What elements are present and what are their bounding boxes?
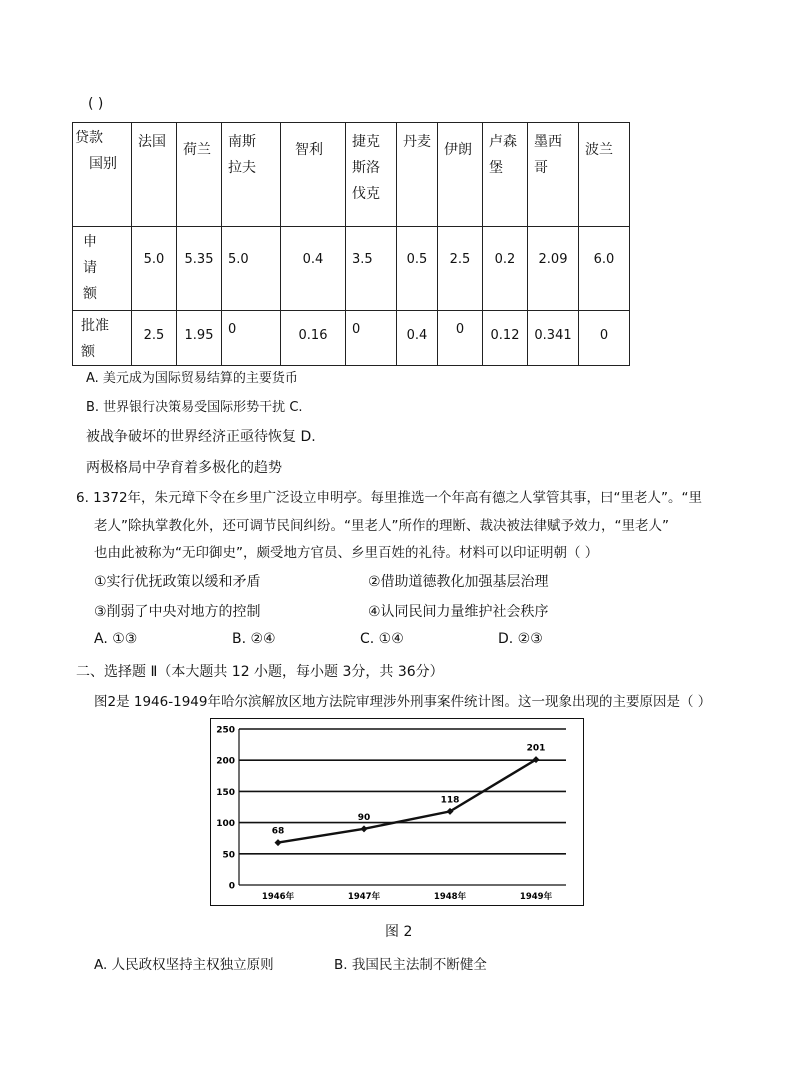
x-tick-label: 1946年	[261, 892, 295, 902]
q5-option-line2: B. 世界银行决策易受国际形势干扰 C.	[86, 400, 303, 415]
country-name: 南斯	[228, 134, 256, 150]
country-name: 哥	[534, 160, 548, 176]
value-cell: 5.35	[177, 227, 222, 311]
row-label: 申	[83, 234, 97, 250]
section2-heading: 二、选择题 Ⅱ（本大题共 12 小题，每小题 3分，共 36分）	[76, 664, 444, 680]
country-name: 斯洛	[352, 160, 380, 176]
section2-option-b: B. 我国民主法制不断健全	[334, 957, 487, 973]
q6-option-b: B. ②④	[232, 631, 276, 647]
value-cell: 2.5	[438, 227, 483, 311]
figure-caption: 图 2	[385, 924, 413, 940]
q6-stem-line2: 老人”除执掌教化外，还可调节民间纠纷。“里老人”所作的理断、裁决被法律赋予效力，“里老人”	[94, 518, 669, 534]
q6-stem-line3: 也由此被称为“无印御史”，颇受地方官员、乡里百姓的礼待。材料可以印证明朝（ ）	[94, 545, 599, 561]
question-bracket: ( )	[88, 96, 104, 112]
table-row-approved	[73, 311, 630, 366]
q6-option-c: C. ①④	[360, 631, 404, 647]
value-cell: 0.2	[483, 227, 528, 311]
value-cell: 2.09	[528, 227, 579, 311]
y-tick-label: 100	[216, 819, 235, 830]
data-point	[275, 839, 282, 846]
section2-question: 图2是 1946-1949年哈尔滨解放区地方法院审理涉外刑事案件统计图。这一现象出现的主要原因是（ ）	[94, 694, 712, 710]
q5-option-line4: 两极格局中孕育着多极化的趋势	[86, 460, 282, 476]
country-cell	[528, 123, 579, 227]
value-cell: 0.16	[281, 311, 346, 366]
country-name: 堡	[489, 160, 503, 176]
header-corner-line1: 贷款	[75, 130, 103, 146]
country-cell	[222, 123, 281, 227]
value-cell: 0	[346, 311, 397, 366]
y-tick-label: 250	[216, 725, 235, 736]
country-cell	[579, 123, 630, 227]
country-name: 波兰	[585, 142, 613, 158]
country-name: 法国	[138, 134, 166, 150]
country-cell	[132, 123, 177, 227]
country-name: 墨西	[534, 134, 562, 150]
q6-option-d: D. ②③	[498, 631, 543, 647]
q5-option-line1: A. 美元成为国际贸易结算的主要货币	[86, 371, 298, 386]
y-tick-label: 50	[222, 850, 235, 861]
q6-option-a: A. ①③	[94, 631, 138, 647]
country-name: 智利	[295, 142, 323, 158]
y-tick-label: 0	[228, 881, 235, 892]
y-tick-label: 150	[216, 787, 235, 798]
value-cell: 0	[438, 311, 483, 366]
chart-canvas	[211, 719, 583, 905]
section2-option-a: A. 人民政权坚持主权独立原则	[94, 957, 274, 973]
q6-stem-line1: 6. 1372年，朱元璋下令在乡里广泛设立申明亭。每里推选一个年高有德之人掌管其事，曰“里老人”。“里	[76, 490, 703, 506]
table-row-apply	[73, 227, 630, 311]
country-name: 丹麦	[403, 134, 431, 150]
data-point	[361, 825, 368, 832]
country-name: 拉夫	[228, 160, 256, 176]
country-name: 荷兰	[183, 142, 211, 158]
q6-item-4: ④认同民间力量维护社会秩序	[368, 604, 549, 620]
q6-item-2: ②借助道德教化加强基层治理	[368, 574, 549, 590]
row-label-cell	[73, 227, 132, 311]
q5-option-line3: 被战争破坏的世界经济正亟待恢复 D.	[86, 429, 316, 445]
country-cell	[346, 123, 397, 227]
row-label: 批准	[81, 318, 109, 334]
value-cell: 0	[579, 311, 630, 366]
y-tick-label: 200	[216, 756, 235, 767]
value-cell: 3.5	[346, 227, 397, 311]
x-tick-label: 1949年	[519, 892, 553, 902]
value-cell: 0.12	[483, 311, 528, 366]
value-cell: 2.5	[132, 311, 177, 366]
loan-table	[72, 122, 630, 366]
x-tick-label: 1948年	[433, 892, 467, 902]
country-name: 捷克	[352, 134, 380, 150]
data-label: 68	[271, 826, 285, 837]
value-cell: 0	[222, 311, 281, 366]
country-cell	[281, 123, 346, 227]
q6-item-3: ③削弱了中央对地方的控制	[94, 604, 261, 620]
country-cell	[438, 123, 483, 227]
table-header-row	[73, 123, 630, 227]
country-name: 卢森	[489, 134, 517, 150]
country-name: 伊朗	[444, 142, 472, 158]
x-tick-label: 1947年	[347, 892, 381, 902]
value-cell: 5.0	[132, 227, 177, 311]
value-cell: 0.4	[397, 311, 438, 366]
row-label: 请	[83, 260, 97, 276]
value-cell: 1.95	[177, 311, 222, 366]
country-cell	[483, 123, 528, 227]
data-label: 118	[440, 795, 460, 806]
country-cell	[177, 123, 222, 227]
value-cell: 0.5	[397, 227, 438, 311]
header-corner-cell	[73, 123, 132, 227]
country-name: 伐克	[352, 186, 380, 202]
value-cell: 0.4	[281, 227, 346, 311]
country-cell	[397, 123, 438, 227]
series-line	[278, 760, 536, 843]
row-label: 额	[83, 286, 97, 302]
value-cell: 5.0	[222, 227, 281, 311]
row-label: 额	[81, 344, 95, 360]
data-label: 201	[526, 743, 546, 754]
value-cell: 6.0	[579, 227, 630, 311]
row-label-cell	[73, 311, 132, 366]
q6-item-1: ①实行优抚政策以缓和矛盾	[94, 574, 261, 590]
data-label: 90	[357, 812, 371, 823]
value-cell: 0.341	[528, 311, 579, 366]
line-chart	[210, 718, 584, 906]
header-corner-line2: 国别	[89, 156, 117, 172]
